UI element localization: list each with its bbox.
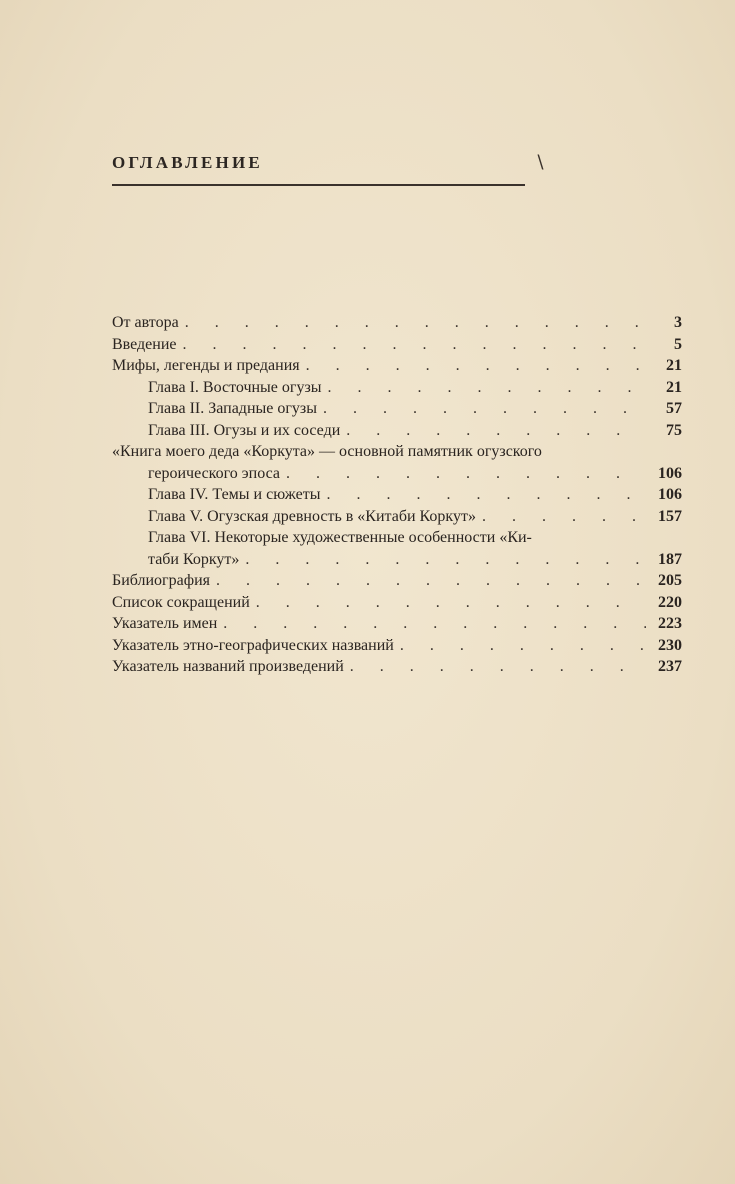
toc-entry: Указатель имен . . . 223: [112, 613, 682, 635]
table-of-contents: [112, 312, 682, 678]
toc-entry: Глава I. Восточные огузы . . . 21: [112, 377, 682, 399]
toc-entry: Глава IV. Темы и сюжеты . . . 106: [112, 484, 682, 506]
toc-entry: Глава V. Огузская древность в «Китаби Коркут» . . . 157: [112, 506, 682, 528]
toc-entry-continuation: таби Коркут» . . . 187: [112, 549, 682, 571]
toc-entry: «Книга моего деда «Коркута» — основной памятник огузского: [112, 443, 542, 460]
toc-entry: Указатель этно-географических названий . . . 230: [112, 635, 682, 657]
toc-entry: Библиография . . . 205: [112, 570, 682, 592]
toc-entry-continuation: героического эпоса . . . 106: [112, 463, 682, 485]
toc-entry: Глава III. Огузы и их соседи . . . 75: [112, 420, 682, 442]
title-rule: [112, 184, 525, 186]
page-title: ОГЛАВЛЕНИЕ: [112, 153, 263, 172]
toc-entry: Глава VI. Некоторые художественные особенности «Ки-: [148, 529, 532, 546]
toc-entry: Введение . . . 5: [112, 334, 682, 356]
toc-entry: От автора . . . 3: [112, 312, 682, 334]
toc-entry: Глава II. Западные огузы . . . 57: [112, 398, 682, 420]
toc-entry: Список сокращений . . . 220: [112, 592, 682, 614]
toc-entry: Мифы, легенды и предания . . . 21: [112, 355, 682, 377]
pen-mark: ∖: [534, 152, 546, 172]
toc-entry: Указатель названий произведений . . . 237: [112, 656, 682, 678]
